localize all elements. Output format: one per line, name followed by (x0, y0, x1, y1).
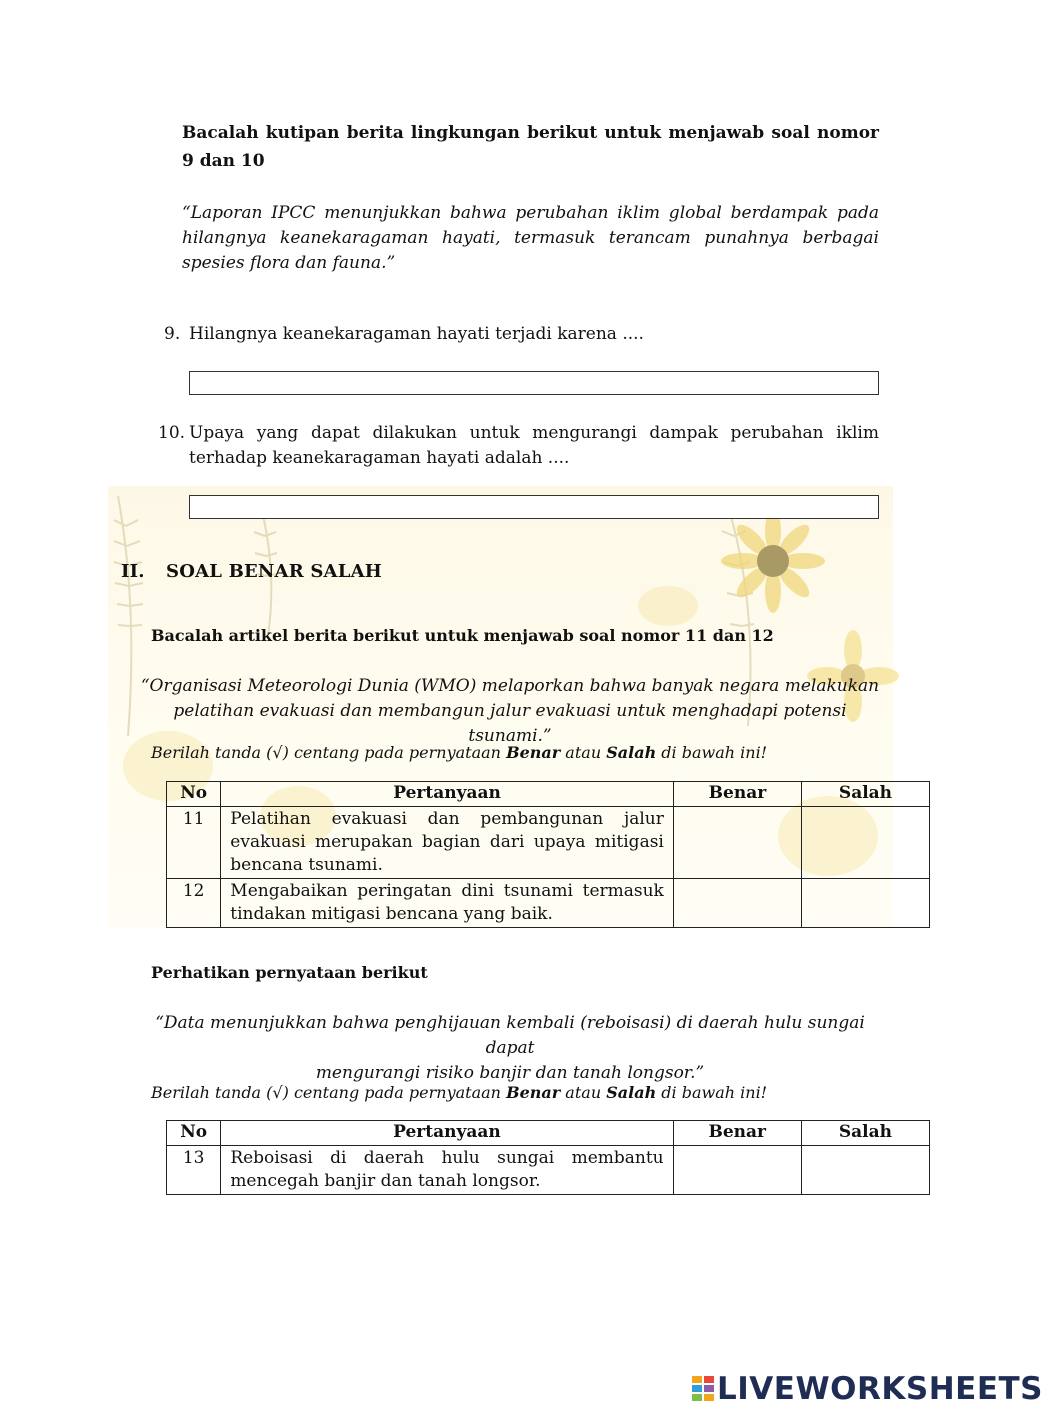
note-suffix: di bawah ini! (656, 1083, 768, 1102)
salah-checkbox-12[interactable] (801, 879, 929, 928)
section-title: SOAL BENAR SALAH (166, 561, 382, 582)
quote-wmo-line1: “Organisasi Meteorologi Dunia (WMO) melaporkan bahwa banyak negara melakukan (140, 676, 880, 696)
note-prefix: Berilah tanda (√) centang pada pernyataan (151, 743, 507, 762)
instruction-heading-13: Perhatikan pernyataan berikut (151, 963, 428, 982)
quote-reboisasi-line2: mengurangi risiko banjir dan tanah longsor.” (315, 1063, 705, 1083)
instruction-heading-9-10: Bacalah kutipan berita lingkungan berikut untuk menjawab soal nomor 9 dan 10 (182, 123, 879, 171)
note-atau: atau (560, 1083, 607, 1102)
table-header-row (167, 782, 930, 807)
true-false-table-1 (166, 781, 930, 928)
checkmark-note-1 (151, 743, 767, 762)
header-salah: Salah (801, 782, 929, 807)
row-number: 11 (167, 807, 221, 879)
header-benar: Benar (673, 782, 801, 807)
benar-checkbox-13[interactable] (673, 1146, 801, 1195)
liveworksheets-logo-icon (692, 1376, 714, 1402)
checkmark-note-2 (151, 1083, 767, 1102)
note-suffix: di bawah ini! (656, 743, 768, 762)
instruction-heading-11-12: Bacalah artikel berita berikut untuk menjawab soal nomor 11 dan 12 (151, 626, 774, 645)
section-numeral: II. (121, 561, 145, 582)
note-atau: atau (560, 743, 607, 762)
row-statement: Reboisasi di daerah hulu sungai membantu mencegah banjir dan tanah longsor. (221, 1146, 673, 1195)
row-statement: Pelatihan evakuasi dan pembangunan jalur evakuasi merupakan bagian dari upaya mitigasi bencana tsunami. (221, 807, 674, 879)
quote-ipcc: “Laporan IPCC menunjukkan bahwa perubahan iklim global berdampak pada hilangnya keanekaragaman hayati, termasuk terancam punahnya berbagai spesies flora dan fauna.” (182, 203, 879, 273)
liveworksheets-logo[interactable] (692, 1372, 1043, 1406)
salah-checkbox-11[interactable] (801, 807, 929, 879)
question-10-number: 10. (158, 423, 186, 443)
note-salah: Salah (606, 1083, 657, 1102)
quote-reboisasi (140, 1011, 880, 1086)
note-benar: Benar (506, 1083, 561, 1102)
table-header-row (167, 1121, 930, 1146)
benar-checkbox-12[interactable] (673, 879, 801, 928)
answer-input-9[interactable] (189, 371, 879, 395)
header-benar: Benar (673, 1121, 801, 1146)
liveworksheets-logo-text: LIVEWORKSHEETS (717, 1371, 1043, 1407)
note-benar: Benar (506, 743, 561, 762)
quote-reboisasi-line1: “Data menunjukkan bahwa penghijauan kembali (reboisasi) di daerah hulu sungai dapat (155, 1013, 865, 1058)
table-row (167, 879, 930, 928)
quote-wmo-line2: pelatihan evakuasi dan membangun jalur evakuasi untuk menghadapi potensi tsunami.” (173, 701, 847, 746)
table-row (167, 807, 930, 879)
header-no: No (167, 782, 221, 807)
header-salah: Salah (801, 1121, 929, 1146)
row-number: 13 (167, 1146, 221, 1195)
table-row (167, 1146, 930, 1195)
benar-checkbox-11[interactable] (673, 807, 801, 879)
note-prefix: Berilah tanda (√) centang pada pernyataan (151, 1083, 507, 1102)
header-pertanyaan: Pertanyaan (221, 1121, 673, 1146)
quote-wmo (140, 674, 880, 749)
answer-input-10[interactable] (189, 495, 879, 519)
question-9-number: 9. (164, 324, 181, 344)
header-no: No (167, 1121, 221, 1146)
question-10-text: Upaya yang dapat dilakukan untuk mengurangi dampak perubahan iklim terhadap keanekaragaman hayati adalah .... (189, 423, 879, 468)
true-false-table-2 (166, 1120, 930, 1195)
row-statement: Mengabaikan peringatan dini tsunami termasuk tindakan mitigasi bencana yang baik. (221, 879, 674, 928)
header-pertanyaan: Pertanyaan (221, 782, 674, 807)
row-number: 12 (167, 879, 221, 928)
question-9-text: Hilangnya keanekaragaman hayati terjadi karena .... (189, 324, 644, 344)
note-salah: Salah (606, 743, 657, 762)
salah-checkbox-13[interactable] (801, 1146, 929, 1195)
